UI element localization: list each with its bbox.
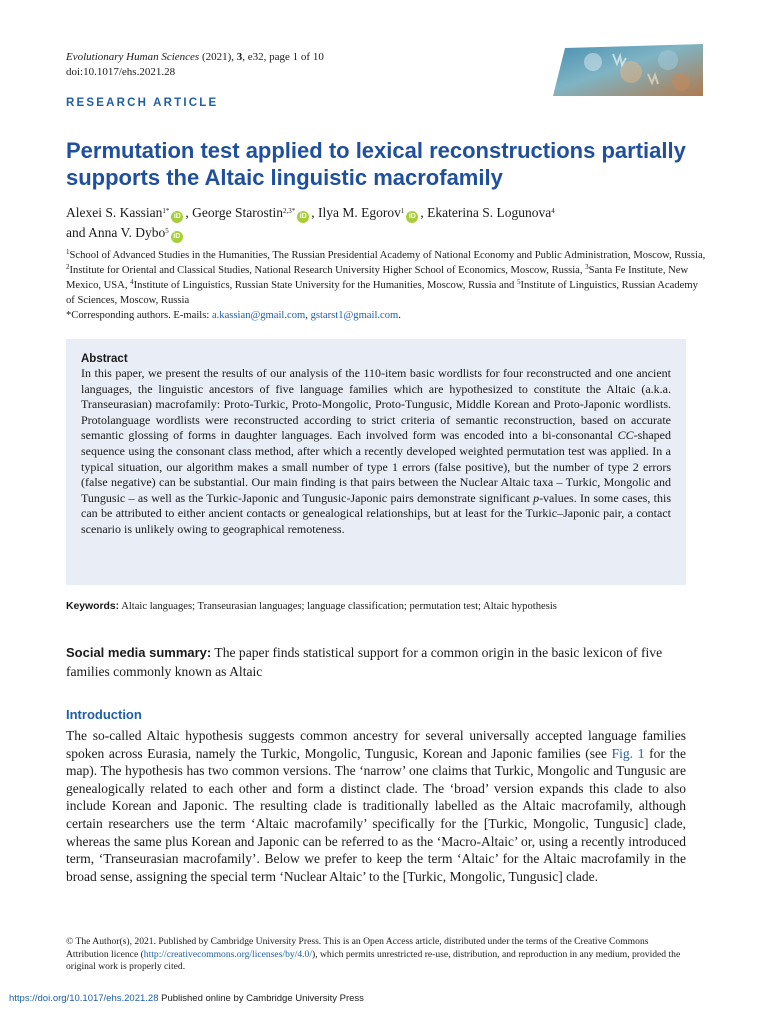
introduction-paragraph: The so-called Altaic hypothesis suggests common ancestry for several universally accepted language families spoken across Eurasia, namely the Turkic, Mongolic, Tungusic, Korean and Japonic families (see Fig. 1 for the map). The hypothesis has two common versions. The ‘narrow’ one claims that Turkic, Mongolic and Tungusic are genealogically related to each other and form a distinct clade. The ‘broad’ version expands this clade to also include Korean and Japonic. The resulting clade is traditionally labelled as the Altaic macrofamily, although certain researchers use the term ‘Altaic macrofamily’ specifically for the [Turkic, Mongolic, Tungusic] clade, whereas the same plus Korean and Japonic can be referred to as the ‘Macro-Altaic’ or, using a recently introduced term, ‘Transeurasian macrofamily’. Below we prefer to keep the term ‘Altaic’ for the Altaic macrofamily in the broad sense, assigning the special term ‘Nuclear Altaic’ to the [Turkic, Mongolic, Tungusic] clade. — [66, 728, 687, 884]
copyright-notice: © The Author(s), 2021. Published by Cambridge University Press. This is an Open Access article, distributed under the terms of the Creative Commons Attribution licence (http://creativecommons.org/licenses/by/4.0/), which permits unrestricted re-use, distribution, and reproduction in any medium, provided the original work is properly cited. — [66, 936, 681, 972]
author-list: Alexei S. Kassian$^{1*}$iD , George Starostin$^{2,3*}$iD , Ilya M. Egorov$^1$iD , Ekaterina S. Logunova$^4$ and Anna V. Dybo$^5$iD — [66, 203, 706, 243]
author-name: Alexei S. Kassian — [66, 205, 163, 220]
orcid-icon[interactable]: iD — [171, 231, 183, 243]
figure-link[interactable]: Fig. 1 — [611, 745, 645, 761]
author-name: George Starostin — [192, 205, 283, 220]
journal-cover-image — [553, 44, 703, 96]
email-link[interactable]: a.kassian@gmail.com — [211, 310, 306, 321]
orcid-icon[interactable]: iD — [171, 211, 183, 223]
journal-volume: 3 — [236, 51, 243, 63]
author-name: Ilya M. Egorov — [317, 205, 401, 220]
social-media-summary: Social media summary: The paper finds statistical support for a common origin in the basic lexicon of five families commonly known as Altaic — [66, 645, 663, 679]
orcid-icon[interactable]: iD — [297, 211, 309, 223]
orcid-icon[interactable]: iD — [406, 211, 418, 223]
journal-name: Evolutionary Human Sciences — [66, 51, 200, 63]
section-heading-introduction: Introduction — [66, 707, 142, 722]
article-title: Permutation test applied to lexical reconstructions partially supports the Altaic linguistic macrofamily — [66, 138, 686, 190]
doi-link[interactable]: https://doi.org/10.1017/ehs.2021.28 — [9, 993, 159, 1004]
article-type-label: RESEARCH ARTICLE — [66, 97, 219, 109]
abstract-box — [66, 339, 686, 585]
email-link[interactable]: gstarst1@gmail.com — [310, 310, 399, 321]
journal-citation: Evolutionary Human Sciences (2021), 3, e32, page 1 of 10 doi:10.1017/ehs.2021.28 — [66, 51, 324, 78]
keywords-label: Keywords: — [66, 601, 120, 612]
article-doi: doi:10.1017/ehs.2021.28 — [66, 66, 176, 78]
abstract-heading: Abstract — [81, 353, 128, 365]
abstract-body: In this paper, we present the results of our analysis of the 110-item basic wordlists for four reconstructed and one ancient languages, the linguistic ancestors of five language families which are hypothesized to constitute the Altaic (a.k.a. Transeurasian) macrofamily: Proto-Turkic, Proto-Mongolic, Proto-Tungusic, Middle Korean and Proto-Japonic wordlists. Protolanguage wordlists were reconstructed according to strict criteria of semantic reconstruction, based on accurate semantic glossing of forms in daughter languages. Each involved form was encoded into a bi-consonantal CC-shaped sequence using the consonant class method, after which a recently developed weighted permutation test was applied. In a typical situation, our algorithm makes a small number of type 1 errors (false positive), but the number of type 2 errors (false negative) can be substantial. Our main finding is that pairs between the Nuclear Altaic taxa – Turkic, Mongolic and Tungusic – as well as the Turkic-Japonic and Tungusic-Japonic pairs demonstrate significant p-values. In some cases, this can be attributed to either ancient contacts or genealogical relationships, but at least for the Turkic–Japonic pair, a contact scenario is unlikely owing to geographical remoteness. — [81, 366, 671, 536]
social-media-label: Social media summary: — [66, 645, 212, 660]
license-link[interactable]: http://creativecommons.org/licenses/by/4.0/ — [143, 948, 313, 960]
author-name: Anna V. Dybo — [88, 225, 166, 240]
page-footer: https://doi.org/10.1017/ehs.2021.28 Published online by Cambridge University Press — [9, 993, 364, 1004]
keywords: Keywords: Altaic languages; Transeurasian languages; language classification; permutation test; Altaic hypothesis — [66, 601, 557, 612]
affiliations: $^1$School of Advanced Studies in the Humanities, The Russian Presidential Academy of National Economy and Public Administration, Moscow, Russia, $^2$Institute for Oriental and Classical Studies, National Research University Higher School of Economics, Moscow, Russia, $^3$Santa Fe Institute, New Mexico, USA, $^4$Institute of Linguistics, Russian State University for the Humanities, Moscow, Russia and $^5$Institute of Linguistics, Russian Academy of Sciences, Moscow, Russia *Corresponding authors. E-mails: a.kassian@gmail.com, gstarst1@gmail.com. — [66, 248, 706, 321]
author-name: Ekaterina S. Logunova — [427, 205, 552, 220]
corresponding-authors: *Corresponding authors. E-mails: — [66, 310, 212, 321]
